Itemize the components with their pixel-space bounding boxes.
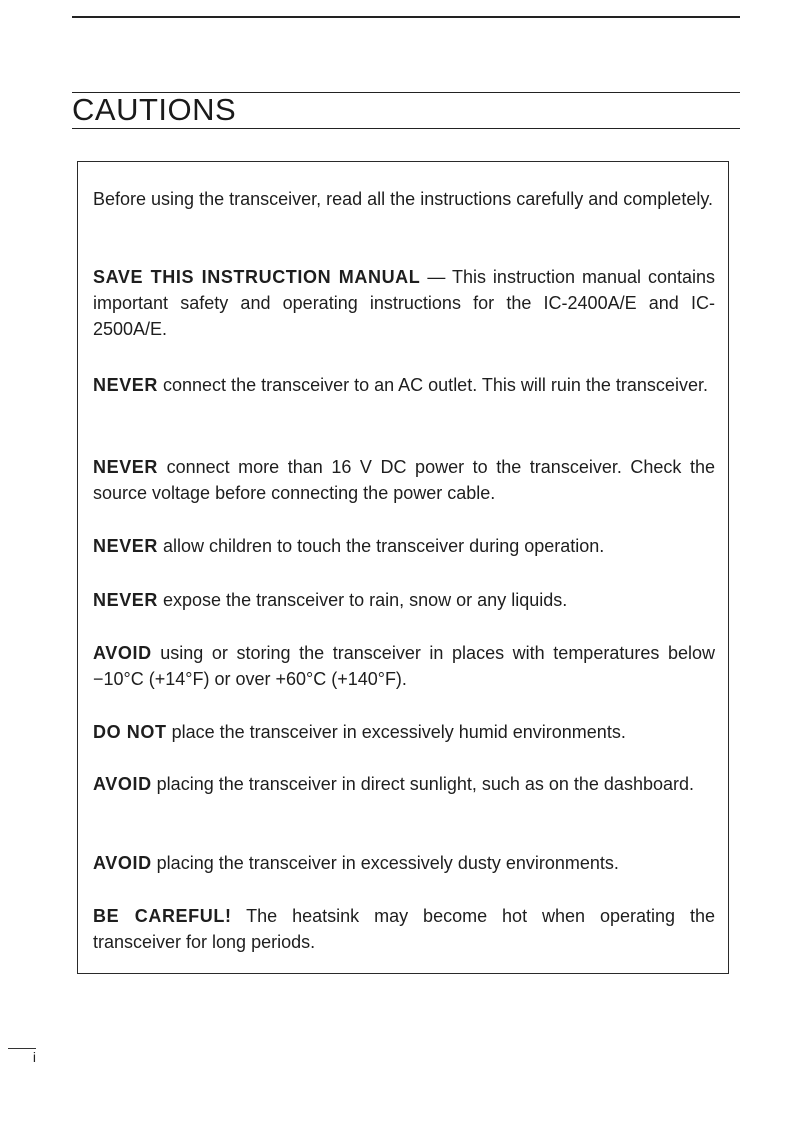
caution-keyword: NEVER [93,457,159,477]
caution-keyword: NEVER [93,375,159,395]
caution-keyword: AVOID [93,774,152,794]
caution-keyword: SAVE THIS INSTRUCTION MANUAL [93,267,421,287]
caution-text: using or storing the transceiver in places with temperatures below −10°C (+14°F) or over +60°C (+140°F). [93,643,715,689]
caution-keyword: NEVER [93,590,159,610]
caution-dust [93,850,715,876]
caution-heatsink [93,903,715,955]
caution-keyword: AVOID [93,643,152,663]
caution-humidity [93,719,715,745]
caution-liquids [93,587,715,613]
caution-text: — This instruction manual contains important safety and operating instructions for the IC-2400A/E and IC-2500A/E. [93,267,715,339]
caution-intro [93,186,715,212]
caution-save-manual [93,264,715,342]
caution-text: expose the transceiver to rain, snow or any liquids. [158,590,568,610]
caution-children [93,533,715,559]
caution-text: Before using the transceiver, read all the instructions carefully and completely. [93,189,713,209]
caution-sunlight [93,771,715,797]
top-rule [72,16,740,18]
caution-text: placing the transceiver in excessively dusty environments. [151,853,619,873]
caution-text: allow children to touch the transceiver during operation. [158,536,605,556]
page-title: CAUTIONS [72,92,237,127]
caution-ac-outlet [93,372,715,398]
caution-temperature [93,640,715,692]
caution-text: The heatsink may become hot when operating the transceiver for long periods. [93,906,716,952]
title-rule-bottom [72,128,740,129]
page-number: i [8,1048,36,1065]
caution-text: placing the transceiver in direct sunlight, such as on the dashboard. [151,774,694,794]
caution-keyword: AVOID [93,853,152,873]
caution-text: connect more than 16 V DC power to the transceiver. Check the source voltage before connecting the power cable. [93,457,715,503]
caution-dc-power [93,454,715,506]
caution-keyword: BE CAREFUL! [93,906,232,926]
caution-text: connect the transceiver to an AC outlet. This will ruin the transceiver. [158,375,708,395]
caution-text: place the transceiver in excessively humid environments. [166,722,626,742]
caution-keyword: DO NOT [93,722,167,742]
caution-keyword: NEVER [93,536,159,556]
